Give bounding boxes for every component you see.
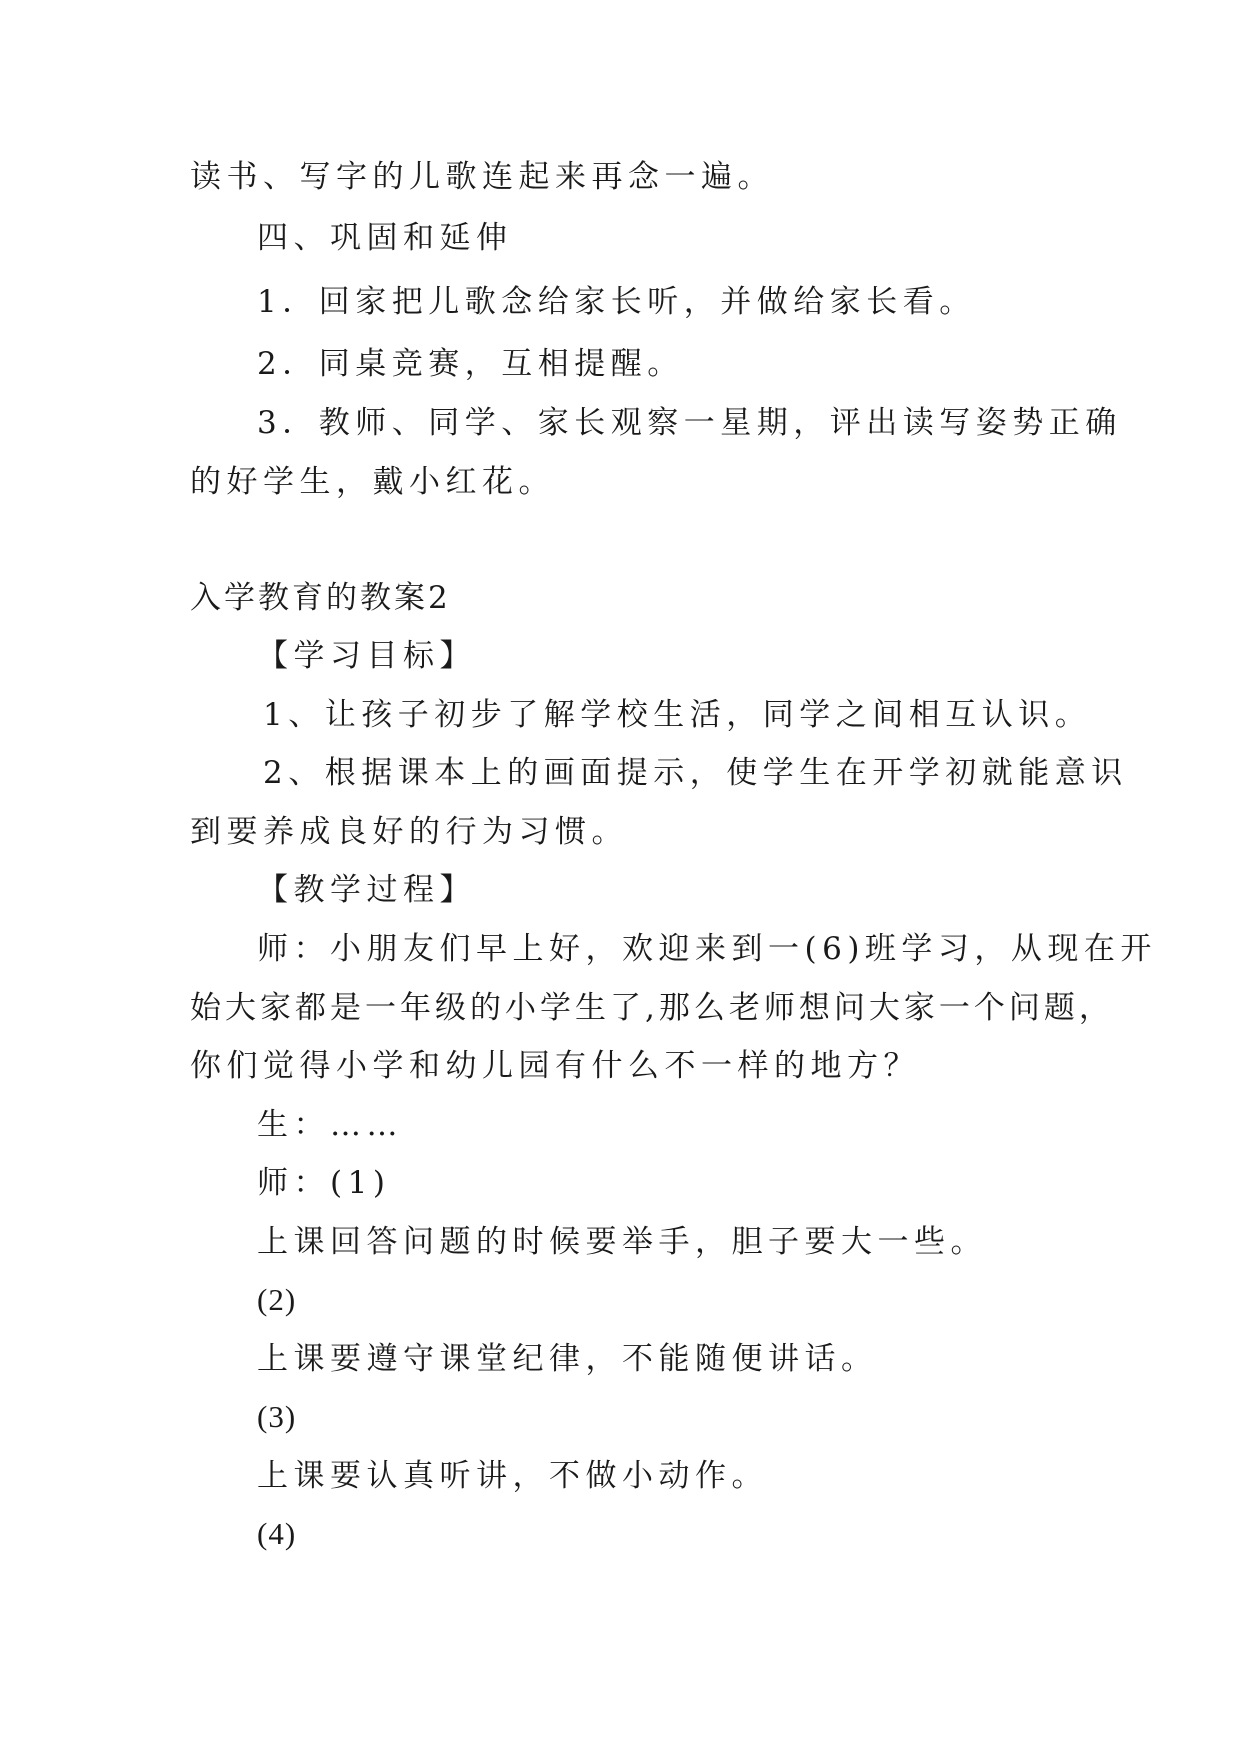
text-line: 上课要认真听讲，不做小动作。 [257,1458,768,1494]
text-line: 师：(1) [257,1165,391,1201]
list-item: 2．同桌竞赛，互相提醒。 [257,346,684,382]
text-line: 上课回答问题的时候要举手，胆子要大一些。 [257,1224,987,1260]
text-line: 你们觉得小学和幼儿园有什么不一样的地方？ [190,1048,920,1084]
text-line: 的好学生，戴小红花。 [190,464,555,500]
section-heading: 【学习目标】 [257,638,476,674]
text-line: 始大家都是一年级的小学生了,那么老师想问大家一个问题， [190,990,1114,1026]
item-number: (3) [257,1399,297,1434]
list-item: 1．回家把儿歌念给家长听，并做给家长看。 [257,284,976,320]
list-item: 3．教师、同学、家长观察一星期，评出读写姿势正确 [257,405,1122,441]
text-line: 生：…… [257,1107,403,1143]
item-number: (4) [257,1516,297,1551]
section-heading: 四、巩固和延伸 [257,220,513,256]
list-item: 1、让孩子初步了解学校生活，同学之间相互认识。 [263,697,1092,733]
section-heading: 【教学过程】 [257,872,476,908]
item-number: (2) [257,1282,297,1317]
text-line: 读书、写字的儿歌连起来再念一遍。 [190,159,774,195]
text-line: 师：小朋友们早上好，欢迎来到一(6)班学习，从现在开 [257,931,1157,967]
text-line: 上课要遵守课堂纪律，不能随便讲话。 [257,1341,878,1377]
document-title: 入学教育的教案2 [190,580,451,616]
text-line: 到要养成良好的行为习惯。 [190,814,628,850]
list-item: 2、根据课本上的画面提示，使学生在开学初就能意识 [263,755,1128,791]
